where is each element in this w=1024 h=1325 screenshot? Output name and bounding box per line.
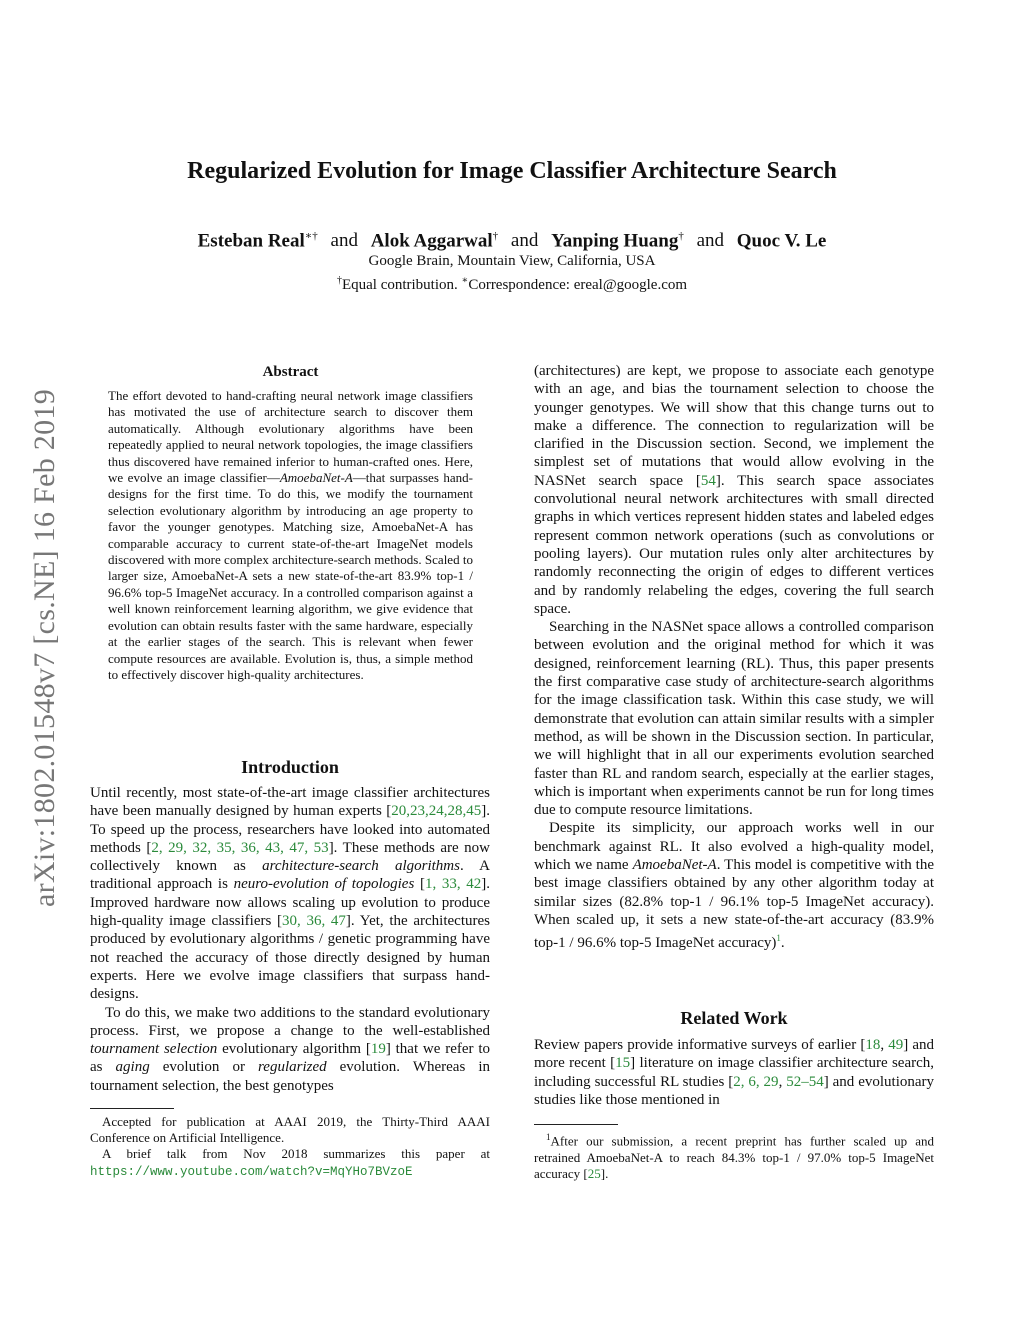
- author-name: Quoc V. Le: [736, 230, 827, 252]
- citation-link[interactable]: 52–54: [786, 1073, 824, 1090]
- related-work-body: [534, 1036, 934, 1109]
- arxiv-stamp: [14, 352, 76, 944]
- acceptance-note: Accepted for publication at AAAI 2019, the Thirty-Third AAAI Conference on Artificial Intelligence.: [90, 1114, 490, 1146]
- paragraph: Review papers provide informative surveys of earlier [18, 49] and more recent [15] literature on image classifier architecture search, including successful RL studies [2, 6, 29, 52–54] and evolutionary studies like those mentioned in: [534, 1037, 935, 1108]
- citation-link[interactable]: 49: [888, 1037, 904, 1053]
- paragraph: Until recently, most state-of-the-art image classifier architectures have been manually designed by human experts [20,23,24,28,45]. To speed up the process, researchers have looked into automated methods [2, 29, 32, 35, 36, 43, 47, 53]. These methods are now collectively known as architecture-search algorithms. A traditional approach is neuro-evolution of topologies [1, 33, 42]. Improved hardware now allows scaling up evolution to produce high-quality image classifiers [30, 36, 47]. Yet, the architectures produced by evolutionary algorithms / genetic programming have not reached the accuracy of those directly designed by human experts. Here we evolve image classifiers that surpass hand-designs.: [90, 785, 491, 1003]
- abstract-heading: Abstract: [262, 364, 319, 380]
- arxiv-id: arXiv:1802.01548v7 [cs.NE] 16 Feb 2019: [28, 388, 62, 908]
- author-name: Yanping Huang: [551, 230, 679, 252]
- footnote-rule: [90, 1108, 174, 1109]
- abstract-body: The effort devoted to hand-crafting neural network image classifiers has motivated the use of architecture search to discover them automatically. Although evolutionary algorithms have been repeatedly applied to neural network topologies, the image classifiers thus discovered have remained inferior to human-crafted ones. Here, we evolve an image classifier—AmoebaNet-A—that surpasses hand-designs for the first time. To do this, we modify the tournament selection evolutionary algorithm by introducing an age property to favor the younger genotypes. Matching size, AmoebaNet-A has comparable accuracy to current state-of-the-art ImageNet models discovered with more complex architecture-search methods. Scaled to larger size, AmoebaNet-A sets a new state-of-the-art 83.9% top-1 / 96.6% top-5 ImageNet accuracy. In a controlled comparison against a well known reinforcement learning algorithm, we give evidence that evolution can obtain results faster with the same hardware, especially at the earlier stages of the search. This is relevant when fewer compute resources are available. Evolution is, thus, a simple method to effectively discover high-quality architectures.: [108, 388, 474, 682]
- citation-link[interactable]: 1, 33, 42: [424, 876, 482, 893]
- citation-link[interactable]: 18: [865, 1037, 881, 1053]
- introduction-heading: Introduction: [241, 757, 339, 777]
- video-link[interactable]: https://www.youtube.com/watch?v=MqYHo7BVzoE: [90, 1164, 413, 1179]
- citation-link[interactable]: 30, 36, 47: [282, 913, 346, 930]
- right-column-body: [534, 362, 934, 953]
- footnote-1: $^1$After our submission, a recent preprint has further scaled up and retrained AmoebaNet-A to reach 84.3% top-1 / 97.0% top-5 ImageNet accuracy [25].: [534, 1132, 934, 1181]
- citation-link[interactable]: 25: [587, 1165, 601, 1181]
- author-name: Alok Aggarwal: [370, 230, 493, 252]
- footnotes-left: [90, 1114, 490, 1180]
- contribution-note: †Equal contribution. ∗Correspondence: ereal@google.com: [336, 275, 688, 293]
- citation-link[interactable]: 15: [615, 1055, 631, 1072]
- affiliation: Google Brain, Mountain View, California, USA: [368, 253, 656, 269]
- paragraph: Searching in the NASNet space allows a controlled comparison between evolution and the original method for which it was designed, reinforcement learning (RL). Thus, this paper presents the first comparative case study of architecture-search algorithms for the image classification task. Within this case study, we will demonstrate that evolution can attain similar results with a simpler method, as will be shown in the Discussion section. In particular, we will highlight that in all our experiments evolution searched faster than RL and random search, especially at the earlier stages, which is important when experiments cannot be run for long times due to compute resource limitations.: [534, 619, 934, 819]
- talk-note: A brief talk from Nov 2018 summarizes this paper at https://www.youtube.com/watch?v=MqYHo7BVzoE: [90, 1146, 490, 1179]
- paper-title: Regularized Evolution for Image Classifier Architecture Search: [187, 158, 837, 184]
- footnote-marker[interactable]: 1: [776, 933, 781, 944]
- footnote-rule: [534, 1124, 618, 1125]
- related-work-heading: Related Work: [680, 1008, 788, 1028]
- paragraph: (architectures) are kept, we propose to associate each genotype with an age, and bias the tournament selection to choose the younger genotypes. We will show that this change turns out to make a difference. The connection to regularization will be clarified in the Discussion section. Second, we implement the simplest set of mutations that would allow evolving in the NASNet search space [54]. This search space associates convolutional neural network architectures with small directed graphs in which vertices represent hidden states and labeled edges represent common network operations (such as convolutions or pooling layers). Our mutation rules only alter architectures by randomly reconnecting the origin of edges to different vertices and by randomly relabeling the edges, covering the full search space.: [534, 363, 934, 617]
- author-name: Esteban Real: [197, 230, 305, 252]
- paragraph: Despite its simplicity, our approach works well in our benchmark against RL. It also evolved a high-quality model, which we name AmoebaNet-A. This model is competitive with the best image classifiers obtained by any other algorithm today at similar sizes (82.8% top-1 / 96.1% top-5 ImageNet accuracy). When scaled up, it sets a new state-of-the-art accuracy (83.9% top-1 / 96.6% top-5 ImageNet accuracy)$^1$.: [534, 820, 934, 952]
- citation-link[interactable]: 2, 6, 29: [733, 1073, 779, 1090]
- citation-link[interactable]: 19: [370, 1041, 386, 1058]
- introduction-body: [90, 784, 490, 1095]
- affiliation-block: [0, 252, 1024, 295]
- author-list: Esteban Real∗† and Alok Aggarwal† and Yanping Huang† and Quoc V. Le: [197, 230, 827, 252]
- footnote-right: [534, 1129, 934, 1182]
- citation-link[interactable]: 20,23,24,28,45: [391, 803, 482, 820]
- paragraph: To do this, we make two additions to the standard evolutionary process. First, we propose a change to the well-established tournament selection evolutionary algorithm [19] that we refer to as aging evolution or regularized evolution. Whereas in tournament selection, the best genotypes: [90, 1004, 490, 1094]
- citation-link[interactable]: 2, 29, 32, 35, 36, 43, 47, 53: [151, 839, 329, 856]
- citation-link[interactable]: 54: [700, 472, 716, 489]
